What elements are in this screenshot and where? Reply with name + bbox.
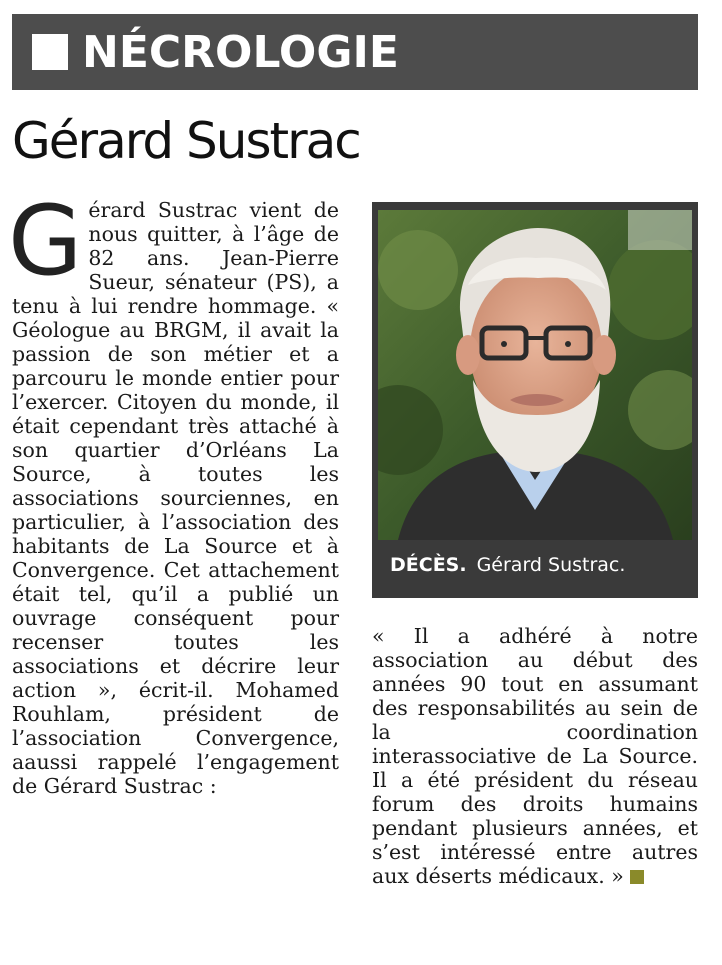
article-body-right-text: « Il a adhéré à notre association au début des années 90 tout en assumant des responsabilités au sein de la coordination interassociative de La Source. Il a été président du réseau forum des droits humains pendant plusieurs années, et s’est intéressé entre autres aux déserts médicaux. »: [372, 624, 698, 888]
end-mark-icon: [630, 870, 644, 884]
article-column-right: [372, 624, 698, 888]
photo-box: [372, 202, 698, 598]
article-body-right: [372, 624, 698, 888]
article-column-left: [8, 185, 339, 798]
article-body-left: [8, 185, 339, 798]
rubric-square-icon: [32, 34, 68, 70]
portrait-illustration: [378, 210, 692, 540]
caption-label: DÉCÈS.: [390, 554, 467, 576]
article-headline: Gérard Sustrac: [12, 112, 360, 170]
article-body-left-text: érard Sustrac vient de nous quitter, à l’âge de 82 ans. Jean-Pierre Sueur, sénateur (PS), a tenu à lui rendre hommage. « Géologue au BRGM, il avait la passion de son métier et a parcouru le monde entier pour l’exercer. Citoyen du monde, il était cependant très attaché à son quartier d’Orléans La Source, à toutes les associations sourciennes, en particulier, à l’association des habitants de La Source et à Convergence. Cet attachement était tel, qu’il a publié un ouvrage conséquent pour recenser toutes les associations et décrire leur action », écrit-il. Mohamed Rouhlam, président de l’association Convergence, aaussi rappelé l’engagement de Gérard Sustrac :: [12, 198, 339, 798]
dropcap-letter: G: [8, 185, 83, 297]
photo-caption: [390, 554, 625, 576]
portrait-photo: [378, 210, 692, 540]
rubric-banner: [12, 14, 698, 90]
rubric-title: NÉCROLOGIE: [82, 26, 399, 78]
caption-text: Gérard Sustrac.: [476, 554, 626, 576]
